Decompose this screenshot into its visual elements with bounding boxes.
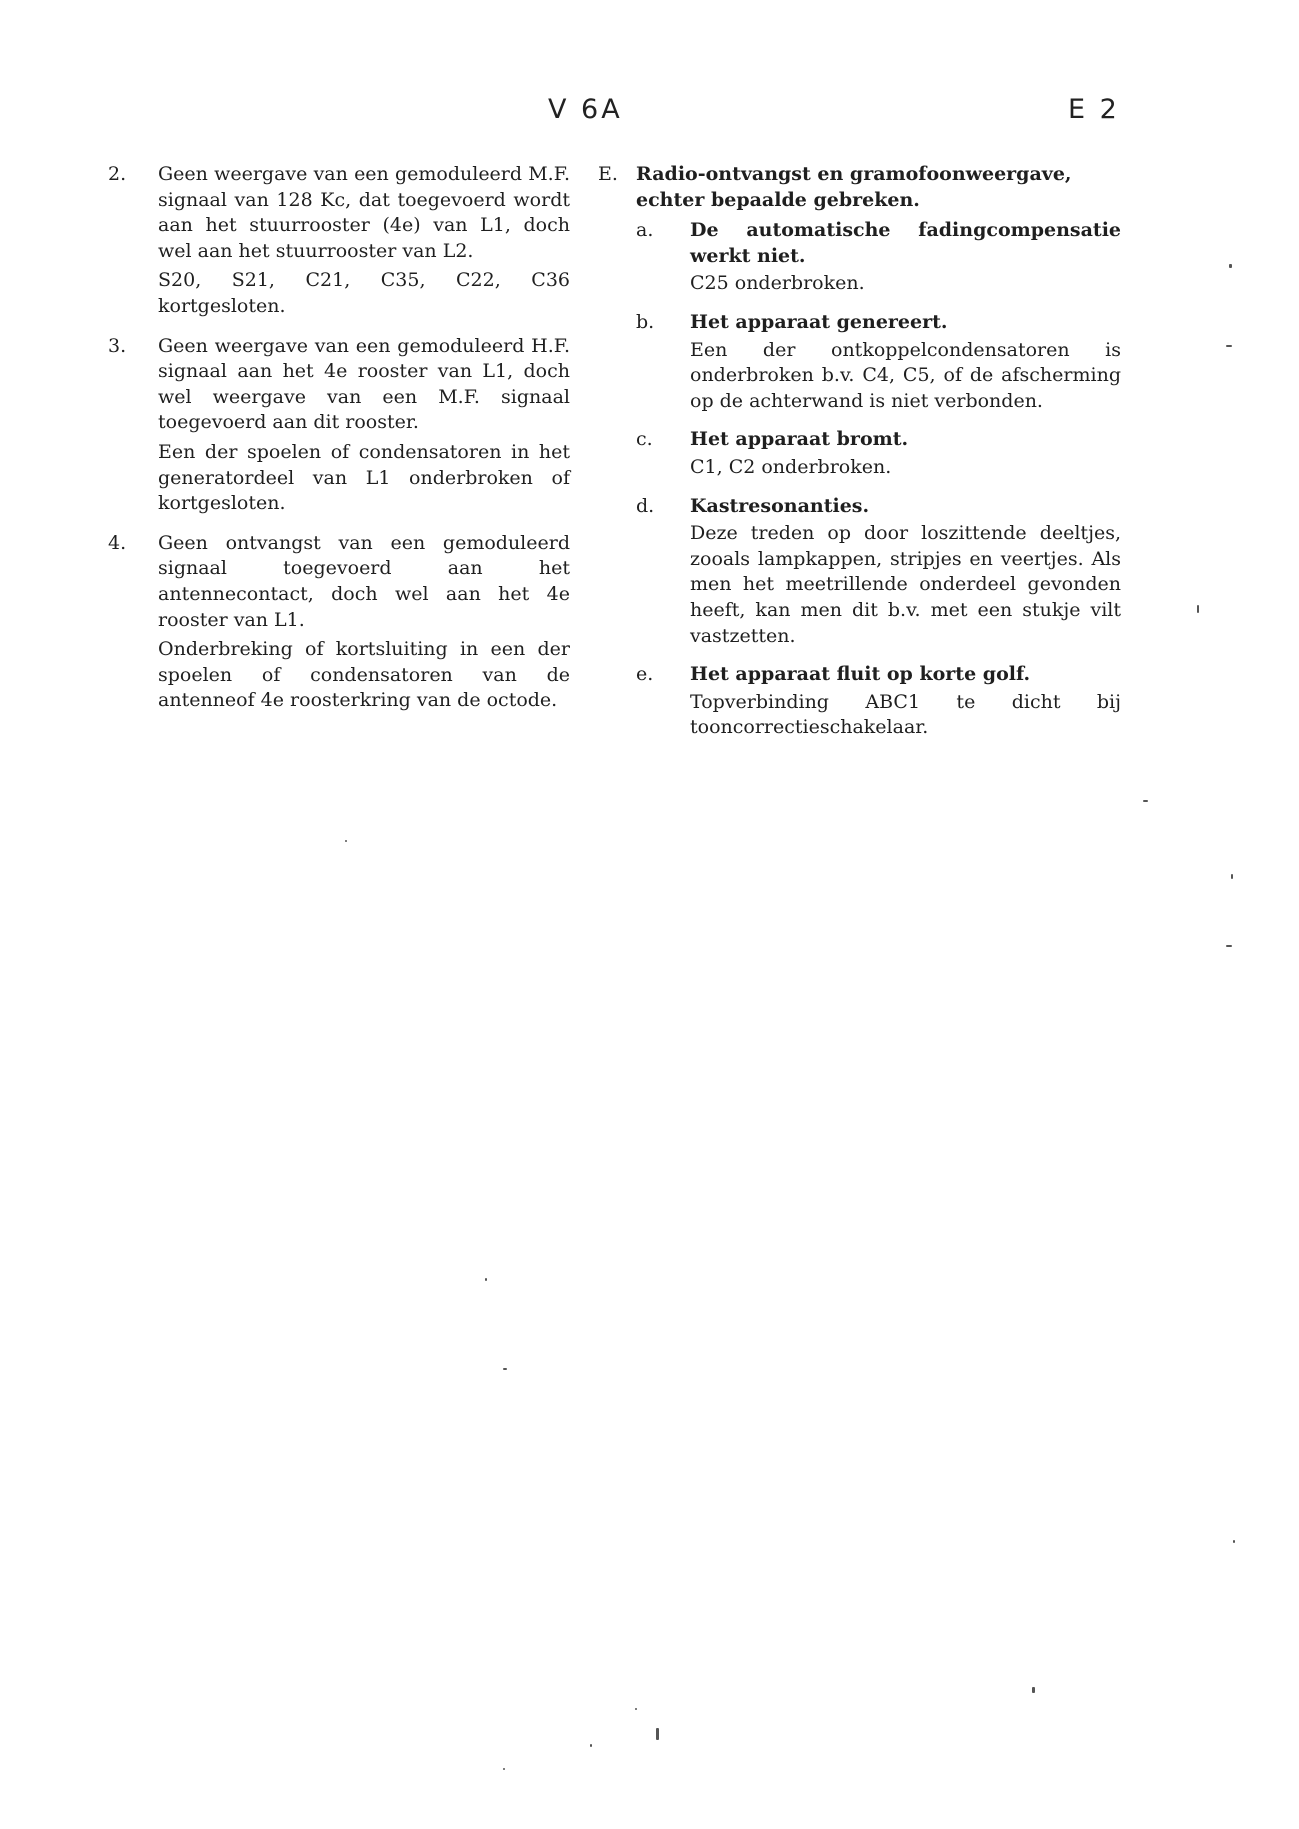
fault-description: Geen ontvangst van een gemoduleerd signaal toegevoerd aan het antennecontact, doch wel aan het 4e rooster van L1. <box>158 531 570 631</box>
left-column <box>108 162 570 728</box>
sub-item-e <box>636 662 1121 741</box>
section-e-heading <box>598 162 1121 213</box>
item-body <box>158 531 570 714</box>
section-letter: E. <box>598 163 618 185</box>
scan-speck <box>1231 874 1233 879</box>
fault-description: Geen weergave van een gemoduleerd M.F. signaal van 128 Kc, dat toegevoerd wordt aan het stuurrooster (4e) van L1, doch wel aan het stuurrooster van L2. <box>158 163 570 262</box>
sub-item-b <box>636 310 1121 414</box>
scan-speck <box>503 1768 505 1770</box>
fault-item-2 <box>108 162 570 320</box>
sub-text: Deze treden op door loszittende deeltjes, zooals lampkappen, stripjes en veertjes. Als men het meetrillende onderdeel gevonden heeft, kan men dit b.v. met een stukje vilt vastzetten. <box>690 522 1121 647</box>
item-number: 3. <box>108 334 127 357</box>
item-body <box>158 162 570 320</box>
sub-text: C25 onderbroken. <box>690 272 865 295</box>
scan-speck <box>1197 605 1199 613</box>
sub-letter: a. <box>636 219 654 242</box>
right-column <box>598 162 1121 754</box>
item-number: 2. <box>108 163 127 185</box>
sub-item-c <box>636 427 1121 480</box>
sub-body <box>690 662 1121 741</box>
sub-text: C1, C2 onderbroken. <box>690 455 892 478</box>
scan-speck <box>590 1744 592 1747</box>
sub-body <box>690 218 1121 297</box>
scan-speck <box>1229 264 1232 268</box>
sub-title: Het apparaat fluit op korte golf. <box>690 663 1031 686</box>
scan-speck <box>656 1728 659 1740</box>
sub-letter: c. <box>636 428 653 451</box>
scan-speck <box>503 1368 507 1370</box>
fault-cause: S20, S21, C21, C35, C22, C36 kortgesloten. <box>158 269 570 317</box>
scan-speck <box>345 840 347 842</box>
scan-speck <box>1226 345 1232 347</box>
sub-body <box>690 427 1121 480</box>
sub-item-a <box>636 218 1121 297</box>
sub-title: Het apparaat genereert. <box>690 310 948 333</box>
scan-speck <box>1233 1540 1235 1543</box>
fault-description: Geen weergave van een gemoduleerd H.F. signaal aan het 4e rooster van L1, doch wel weergave van een M.F. signaal toegevoerd aan dit rooster. <box>158 334 570 434</box>
item-body <box>158 334 570 517</box>
sub-letter: d. <box>636 494 655 517</box>
sub-title: Kastresonanties. <box>690 494 870 517</box>
sub-body <box>690 310 1121 414</box>
fault-cause: Onderbreking of kortsluiting in een der spoelen of condensatoren van de antenneof 4e roosterkring van de octode. <box>158 638 570 712</box>
item-number: 4. <box>108 531 127 554</box>
sub-title: De automatische fadingcompensatie werkt niet. <box>690 219 1121 267</box>
sub-letter: b. <box>636 310 655 333</box>
scan-speck <box>485 1278 487 1281</box>
fault-cause: Een der spoelen of condensatoren in het generatordeel van L1 onderbroken of kortgesloten. <box>158 440 570 515</box>
sub-title: Het apparaat bromt. <box>690 428 909 451</box>
scan-speck <box>635 1708 637 1710</box>
scan-speck <box>1226 945 1232 947</box>
sub-text: Een der ontkoppelcondensatoren is onderbroken b.v. C4, C5, of de afscherming op de achterwand is niet verbonden. <box>690 338 1121 412</box>
fault-item-3 <box>108 334 570 517</box>
section-title: Radio-ontvangst en gramofoonweergave, echter bepaalde gebreken. <box>636 163 1072 211</box>
scan-speck <box>1143 800 1148 802</box>
scan-speck <box>1032 1687 1035 1693</box>
fault-item-4 <box>108 531 570 714</box>
sub-text: Topverbinding ABC1 te dicht bij tooncorrectieschakelaar. <box>690 690 1121 739</box>
page-number: E 2 <box>1068 94 1120 125</box>
page-code: V 6A <box>548 94 623 125</box>
sub-body <box>690 494 1121 650</box>
sub-item-d <box>636 494 1121 650</box>
sub-letter: e. <box>636 663 654 686</box>
